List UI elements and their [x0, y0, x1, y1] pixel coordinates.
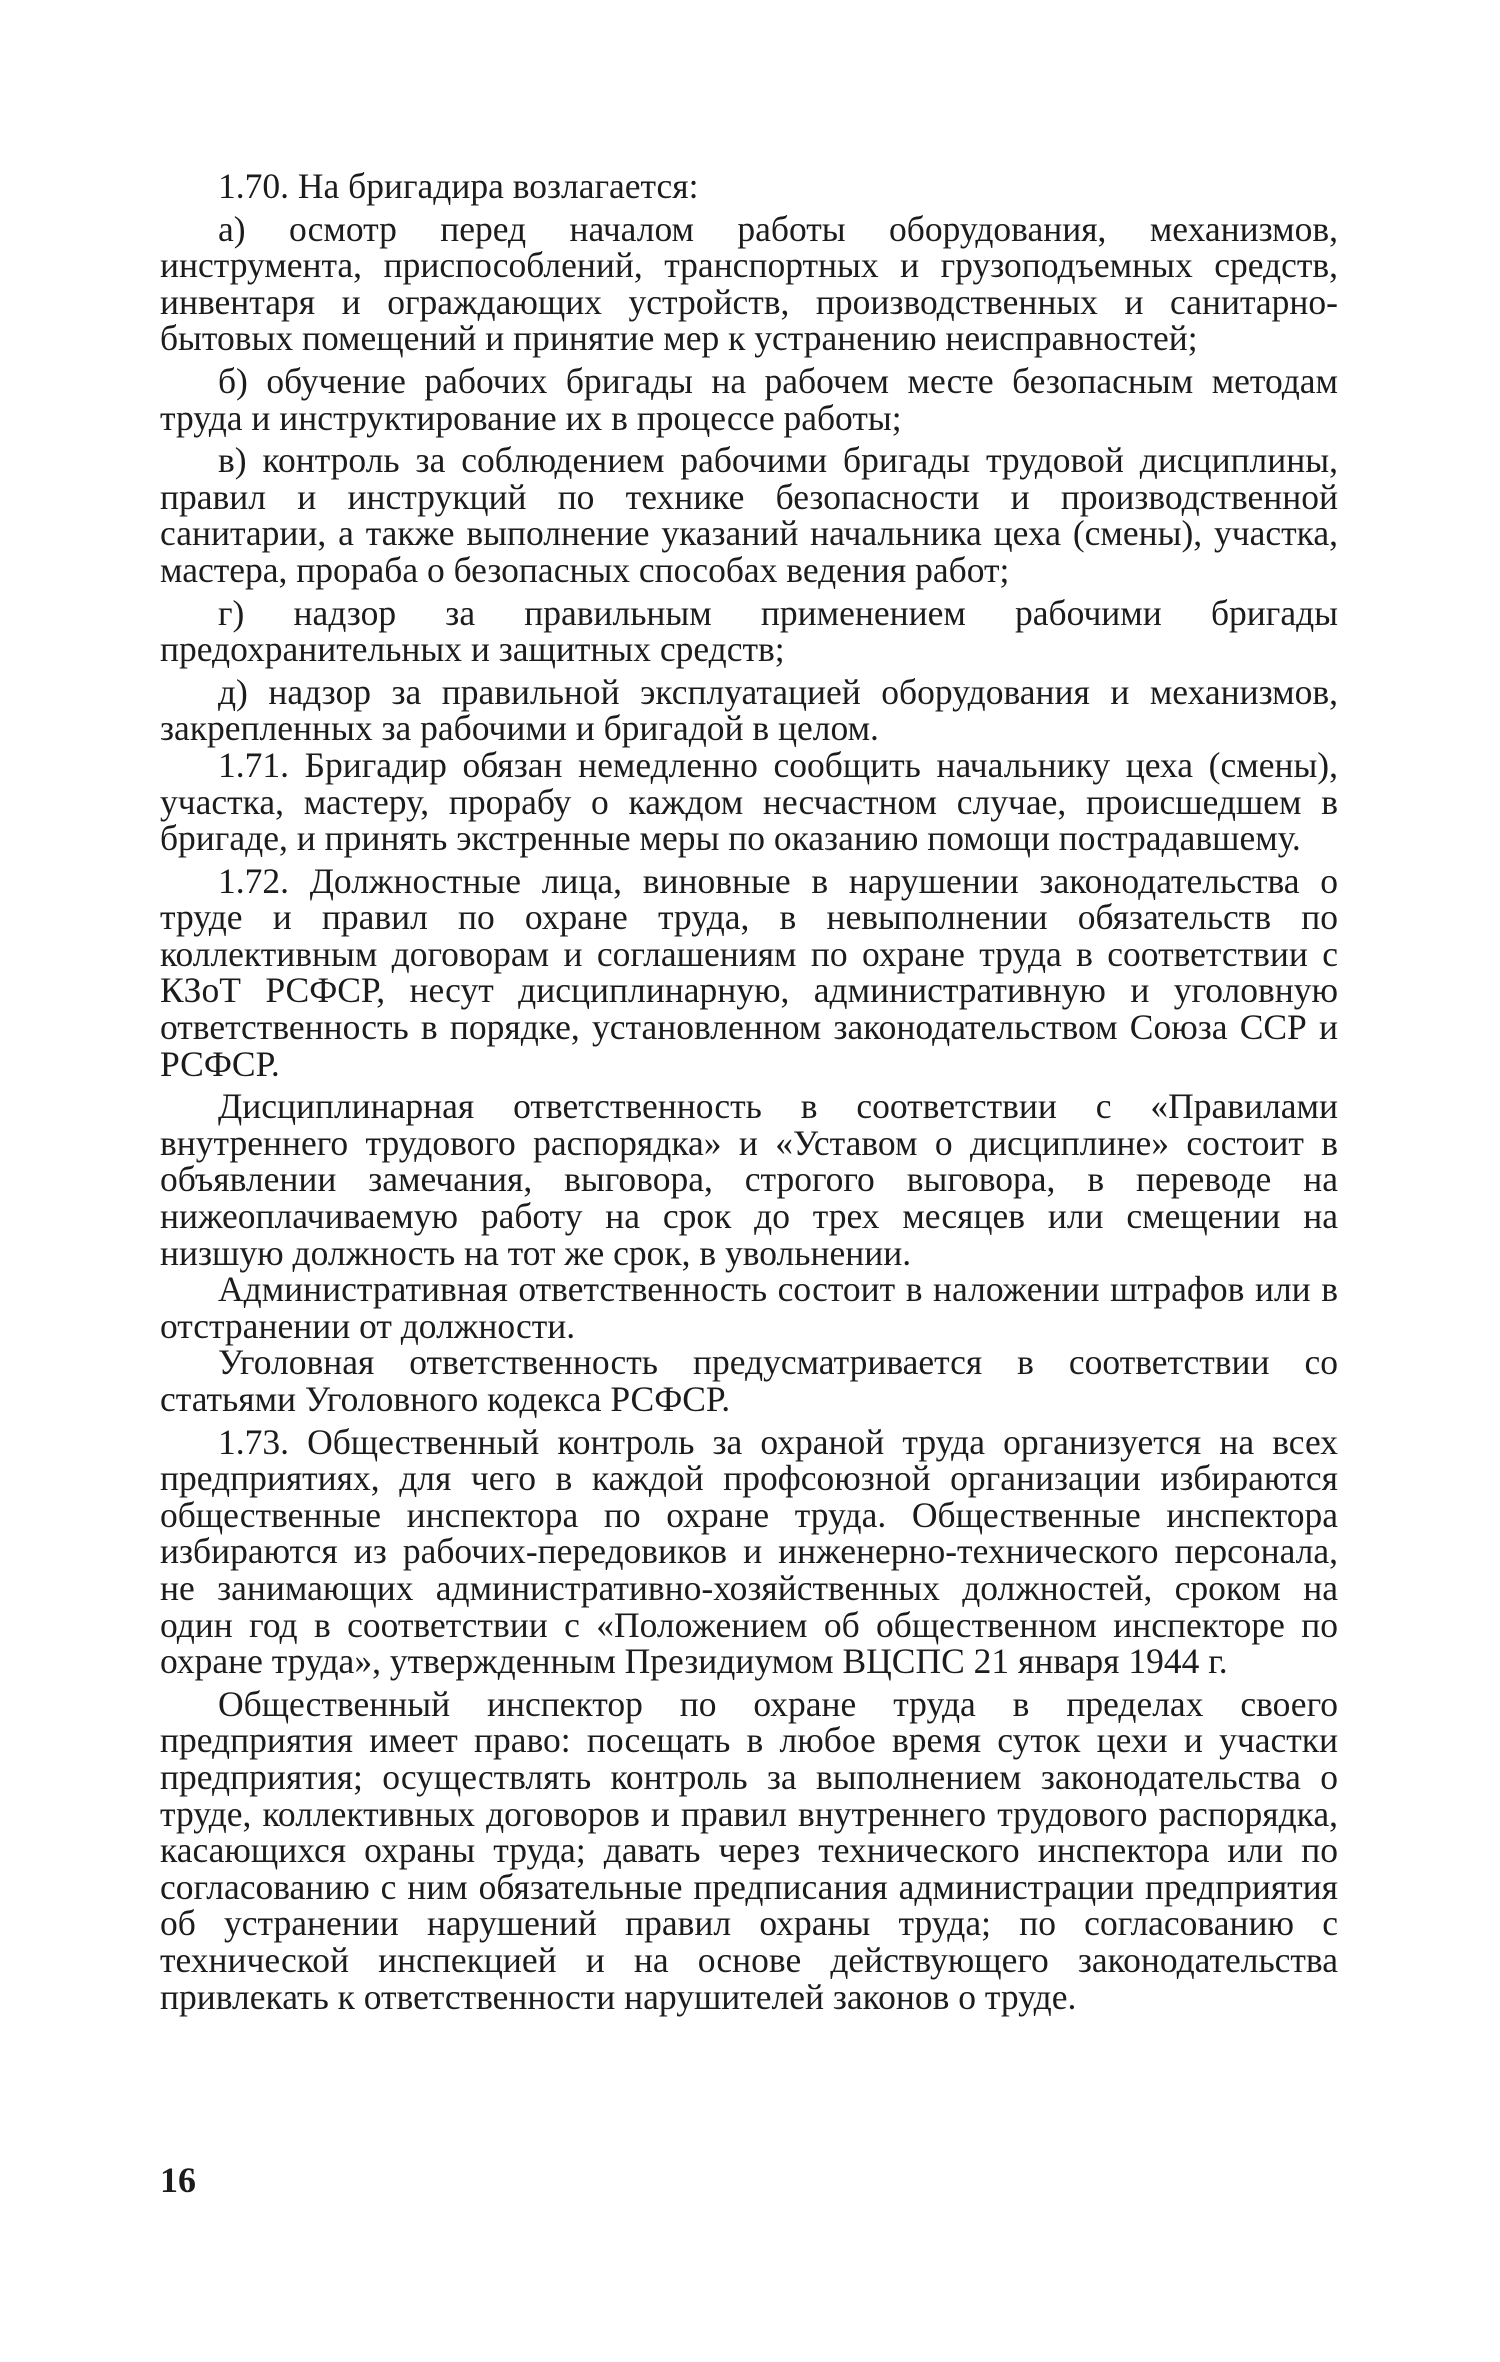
paragraph-administrative-liability: Административная ответственность состоит в наложении штрафов или в отстранении от должности.: [160, 1269, 1338, 1346]
paragraph-item-v: в) контроль за соблюдением рабочими бригады трудовой дисциплины, правил и инструкций по технике безопасности и производственной санитарии, а также выполнение указаний начальника цеха (смены), участка, мастера, прораба о безопасных способах ведения работ;: [160, 440, 1338, 590]
paragraph-1-70-heading: 1.70. На бригадира возлагается:: [218, 166, 699, 206]
page-number: 16: [160, 2160, 196, 2200]
paragraph-inspector-rights: Общественный инспектор по охране труда в пределах своего предприятия имеет право: посещать в любое время суток цехи и участки предприятия; осуществлять контроль за выполнением законодательства о труде, коллективных договоров и правил внутреннего трудового распорядка, касающихся охраны труда; давать через технического инспектора или по согласованию с ним обязательные предписания администрации предприятия об устранении нарушений правил охраны труда; по согласованию с технической инспекцией и на основе действующего законодательства привлекать к ответственности нарушителей законов о труде.: [160, 1683, 1338, 2017]
paragraph-item-g: г) надзор за правильным применением рабочими бригады предохранительных и защитных средств;: [160, 592, 1338, 670]
page-text: [160, 168, 1338, 2021]
paragraph-1-72: 1.72. Должностные лица, виновные в нарушении законодательства о труде и правил по охране труда, в невыполнении обязательств по коллективным договорам и соглашениям по охране труда в соответствии с КЗоТ РСФСР, несут дисциплинарную, административную и уголовную ответственность в порядке, установленном законодательством Союза ССР и РСФСР.: [160, 860, 1338, 1084]
paragraph-disciplinary-liability: Дисциплинарная ответственность в соответствии с «Правилами внутреннего трудового распорядка» и «Уставом о дисциплине» состоит в объявлении замечания, выговора, строгого выговора, в переводе на нижеоплачиваемую работу на срок до трех месяцев или смещении на низшую должность на тот же срок, в увольнении.: [160, 1086, 1338, 1273]
paragraph-criminal-liability: Уголовная ответственность предусматривается в соответствии со статьями Уголовного кодекса РСФСР.: [160, 1342, 1338, 1419]
paragraph-item-d: д) надзор за правильной эксплуатацией оборудования и механизмов, закрепленных за рабочими и бригадой в целом.: [160, 671, 1338, 749]
paragraph-item-a: а) осмотр перед началом работы оборудования, механизмов, инструмента, приспособлений, транспортных и грузоподъемных средств, инвентаря и ограждающих устройств, производственных и санитарно-бытовых помещений и принятие мер к устранению неисправностей;: [160, 208, 1338, 359]
paragraph-1-73: 1.73. Общественный контроль за охраной труда организуется на всех предприятиях, для чего в каждой профсоюзной организации избираются общественные инспектора по охране труда. Общественные инспектора избираются из рабочих-передовиков и инженерно-технического персонала, не занимающих административно-хозяйственных должностей, сроком на один год в соответствии с «Положением об общественном инспекторе по охране труда», утвержденным Президиумом ВЦСПС 21 января 1944 г.: [160, 1421, 1338, 1682]
paragraph-1-71: 1.71. Бригадир обязан немедленно сообщить начальнику цеха (смены), участка, мастеру, прорабу о каждом несчастном случае, происшедшем в бригаде, и принять экстренные меры по оказанию помощи пострадавшему.: [160, 744, 1338, 859]
paragraph-item-b: б) обучение рабочих бригады на рабочем месте безопасным методам труда и инструктирование их в процессе работы;: [160, 360, 1338, 438]
